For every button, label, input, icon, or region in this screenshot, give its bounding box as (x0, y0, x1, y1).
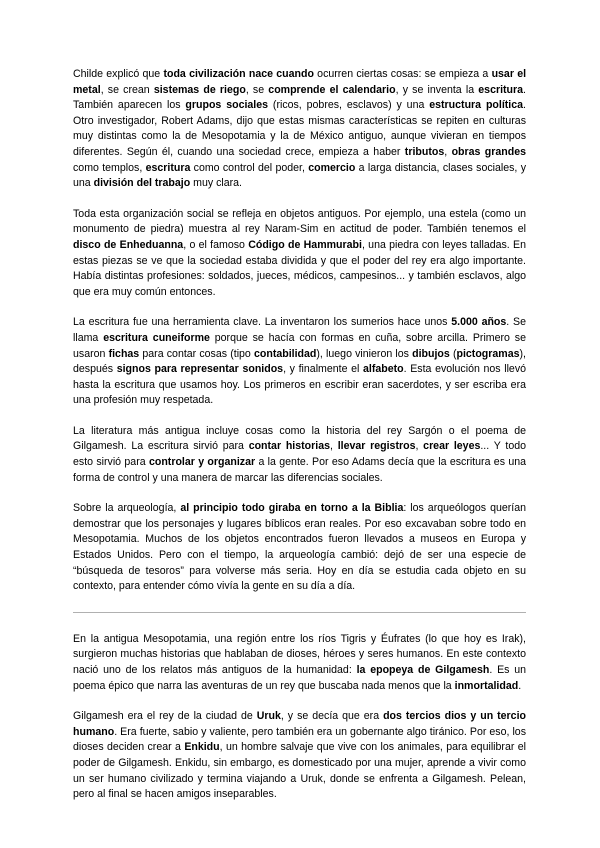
text-run: : los arqueólogos querían demostrar que los personajes y lugares bíblicos eran reales. Por eso excavaban sobre todo en Mesopotamia. Muchos de los objetos encontrados fueron llevados a museos en Europa y Estados Unidos. Pero con el tiempo, la arqueología cambió: dejó de ser una especie de “búsqueda de tesoros” para volverse más seria. Hoy en día se estudia cada objeto en su contexto, para entender cómo vivía la gente en su día a día. (73, 502, 527, 593)
bold-text: al principio todo giraba en torno a la Biblia (180, 502, 404, 515)
bold-text: escritura (478, 83, 524, 96)
text-run: . Esta evolución nos llevó hasta la escritura que usamos hoy. Los primeros en escribir eran sacerdotes, y ser escriba era una profesión muy respetada. (73, 363, 527, 407)
bold-text: signos para representar sonidos (116, 363, 284, 376)
bold-text: tributos (404, 145, 445, 158)
text-run: , se crean (100, 83, 154, 96)
bold-text: comprende el calendario (268, 83, 396, 96)
bold-text: Código de Hammurabi (248, 238, 362, 251)
bold-text: dos tercios dios y un tercio humano (73, 710, 526, 738)
text-run: muy clara. (190, 177, 242, 190)
text-run: , y se decía que era (280, 710, 384, 723)
text-run: Gilgamesh era el rey de la ciudad de (73, 710, 257, 723)
text-run: ), después (73, 347, 526, 376)
bold-text: llevar registros (337, 440, 416, 453)
text-run: . Es un poema épico que narra las aventuras de un rey que buscaba nada menos que la (73, 664, 527, 692)
paragraph-writing (73, 315, 526, 409)
text-run: porque se hacía con formas en cuña, sobre arcilla. Primero se usaron (73, 331, 526, 360)
bold-text: alfabeto (363, 363, 404, 376)
bold-text: escritura (145, 161, 191, 174)
text-run: . Otro investigador, Robert Adams, dijo que estas mismas características se repiten en culturas muy distintas como la de Mesopotamia y la de México antiguo, aunque vivieran en tiempos diferentes. Según él, cuando una sociedad crece, empieza a haber (73, 99, 526, 158)
bold-text: fichas (108, 347, 140, 360)
text-run: ocurren ciertas cosas: se empieza a (313, 68, 492, 80)
text-run: para contar cosas (tipo (139, 347, 254, 360)
text-run: a larga distancia, clases sociales, y una (73, 161, 526, 190)
section-divider (73, 612, 526, 613)
bold-text: 5.000 años (451, 316, 507, 329)
bold-text: obras grandes (451, 145, 527, 158)
text-run: a la gente. Por eso Adams decía que la escritura es una forma de control y una manera de marcar las diferencias sociales. (73, 456, 527, 484)
bold-text: inmortalidad (454, 679, 519, 692)
text-run: como templos, (73, 161, 146, 174)
text-run: La escritura fue una herramienta clave. La inventaron los sumerios hace unos (73, 316, 452, 329)
paragraph-gilgamesh (73, 709, 526, 803)
bold-text: sistemas de riego (153, 83, 246, 96)
bold-text: grupos sociales (185, 99, 269, 112)
text-run: La literatura más antigua incluye cosas como la historia del rey Sargón o el poema de Gilgamesh. La escritura sirvió para (73, 424, 526, 453)
text-run: , un hombre salvaje que vive con los animales, para equilibrar el poder de Gilgamesh. Enkidu, sin embargo, es domesticado por una mujer, aprende a vivir como un ser humano civilizado y termina viajando a Uruk, donde se enfrenta a Gilgamesh. Pelean, pero al final se hacen amigos inseparables. (73, 741, 526, 801)
text-run: , (329, 440, 338, 453)
bold-text: usar el metal (73, 68, 527, 96)
text-run: ), luego vinieron los (316, 347, 413, 360)
text-run: , y finalmente el (283, 363, 364, 376)
bold-text: controlar y organizar (148, 456, 256, 469)
bold-text: Enkidu (184, 741, 220, 754)
text-run: como control del poder, (190, 161, 309, 174)
bold-text: división del trabajo (93, 177, 191, 190)
text-run: , y se inventa la (395, 83, 479, 96)
paragraph-social-organization (73, 207, 526, 301)
bold-text: pictogramas (456, 347, 520, 360)
text-run: En la antigua Mesopotamia, una región entre los ríos Tigris y Éufrates (lo que hoy es Irak), surgieron muchas historias que hablaban de dioses, héroes y seres humanos. En este contexto nació uno de los relatos más antiguos de la humanidad: (73, 632, 526, 676)
bold-text: contabilidad (254, 347, 317, 360)
bold-text: dibujos (412, 347, 450, 360)
paragraph-archaeology (73, 501, 526, 595)
paragraph-literature (73, 424, 526, 486)
text-run: , (444, 145, 452, 158)
text-run: , una piedra con leyes talladas. En estas piezas se ve que la sociedad estaba dividida y que el poder del rey era algo importante. Había distintas profesiones: soldados, jueces, médicos, campesinos... y también esclavos, algo que era muy común entonces. (73, 238, 527, 298)
bold-text: comercio (308, 161, 356, 174)
bold-text: disco de Enheduanna (73, 238, 184, 251)
text-run: . Se llama (73, 316, 526, 344)
bold-text: escritura cuneiforme (103, 331, 210, 344)
text-run: ( (449, 347, 457, 360)
text-run: . También aparecen los (73, 83, 526, 112)
text-run: Childe explicó que (73, 68, 164, 80)
bold-text: contar historias (248, 440, 330, 453)
bold-text: toda civilización nace cuando (163, 68, 314, 80)
text-run: . Era fuerte, sabio y valiente, pero también era un gobernante algo tiránico. Por eso, los dioses deciden crear a (73, 725, 526, 754)
text-run: , o el famoso (183, 238, 249, 251)
paragraph-civilization-criteria (73, 67, 526, 192)
text-run: . (518, 679, 522, 692)
text-run: (ricos, pobres, esclavos) y una (268, 99, 430, 112)
text-run: ... Y todo esto sirvió para (73, 440, 526, 469)
paragraph-mesopotamia-intro (73, 632, 526, 694)
text-run: Toda esta organización social se refleja en objetos antiguos. Por ejemplo, una estela (como un monumento de piedra) muestra al rey Naram-Sim en actitud de poder. También tenemos el (73, 207, 526, 236)
bold-text: la epopeya de Gilgamesh (356, 664, 490, 676)
bold-text: crear leyes (423, 440, 481, 453)
text-run: Sobre la arqueología, (73, 502, 181, 515)
text-run: , (415, 440, 424, 453)
bold-text: estructura política (429, 99, 524, 112)
text-run: , se (245, 83, 269, 96)
bold-text: Uruk (256, 710, 281, 723)
